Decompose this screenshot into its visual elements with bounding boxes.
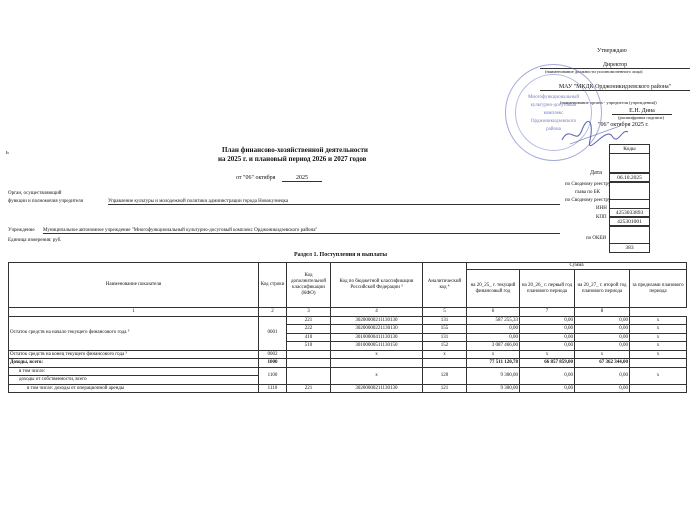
page-subtitle: на 2025 г. и плановый период 2026 и 2027 годов bbox=[218, 155, 367, 163]
cell-y4 bbox=[630, 384, 687, 393]
unit-label: Единица измерения: руб. bbox=[8, 238, 62, 243]
codes-okei: 383 bbox=[609, 243, 650, 253]
header-year-1: на 20_25_ г. текущий финансовый год bbox=[467, 270, 520, 308]
page-title: План финансово-хозяйственной деятельности bbox=[222, 146, 368, 154]
cell-y1: 3 087 466,00 bbox=[467, 342, 520, 351]
col-number: 3 bbox=[287, 308, 331, 317]
incl-text: в том числе: bbox=[19, 368, 46, 374]
table-numbers-row bbox=[9, 308, 687, 317]
cell-kbk: 30200000211130130 bbox=[331, 316, 423, 325]
cell-y3: 0,00 bbox=[575, 325, 630, 334]
cell-y1: 0,00 bbox=[467, 325, 520, 334]
col-number: 7 bbox=[520, 308, 575, 317]
cell-y1: x bbox=[467, 350, 520, 359]
seal-text-3: комплекс bbox=[543, 111, 564, 116]
cell-analytic: 121 bbox=[423, 384, 467, 393]
cell-y2: 0,00 bbox=[520, 367, 575, 384]
table-row bbox=[9, 316, 687, 325]
cell-analytic: 131 bbox=[423, 316, 467, 325]
approval-position-note: (наименование должности уполномоченного лица) bbox=[545, 69, 643, 74]
cell-code: 0002 bbox=[259, 350, 287, 359]
organ-label: Орган, осуществляющий bbox=[8, 191, 62, 196]
cell-kfo bbox=[287, 367, 331, 384]
table-row bbox=[9, 359, 687, 368]
plan-date-year: 2025 bbox=[282, 175, 322, 182]
cell-kfo: 410 bbox=[287, 333, 331, 342]
header-name: Наименование показателя bbox=[9, 263, 259, 308]
cell-y2: 0,00 bbox=[520, 316, 575, 325]
codes-reestr2-label: по Сводному реестру bbox=[565, 198, 611, 203]
col-number: 1 bbox=[9, 308, 259, 317]
approval-position: Директор bbox=[540, 62, 690, 69]
opening-balance-code: 0001 bbox=[259, 316, 287, 350]
opening-balance-label: Остаток средств на начало текущего финансового года ⁵ bbox=[9, 316, 259, 350]
codes-glava-label: глава по БК bbox=[575, 190, 600, 195]
header-analytic: Аналитический код ⁴ bbox=[423, 263, 467, 308]
approval-org: МАУ "МКДК Орджоникидзевского района" bbox=[540, 84, 690, 91]
cell-kfo: 221 bbox=[287, 316, 331, 325]
cell-analytic: 152 bbox=[423, 342, 467, 351]
cell-kfo: 222 bbox=[287, 325, 331, 334]
table-row bbox=[9, 350, 687, 359]
cell-kbk: 30200000211130130 bbox=[331, 384, 423, 393]
codes-inn: 4253033893 bbox=[609, 208, 650, 218]
codes-date: 06.10.2025 bbox=[609, 173, 650, 183]
cell-y2: 0,00 bbox=[520, 384, 575, 393]
organ-value: Управление культуры и молодежной политики администрации города Новокузнецка bbox=[108, 199, 560, 205]
cell-y3: x bbox=[575, 350, 630, 359]
col-number: 2 bbox=[259, 308, 287, 317]
page-marker: ь bbox=[6, 150, 9, 156]
cell-analytic: 131 bbox=[423, 333, 467, 342]
header-year-3: на 20_27_ г. второй год планового периода bbox=[575, 270, 630, 308]
codes-header: Коды bbox=[609, 144, 650, 154]
closing-balance-label: Остаток средств на конец текущего финансового года ⁵ bbox=[9, 350, 259, 359]
approval-date: "06" октября 2025 г. bbox=[598, 122, 649, 128]
rent-income-label: в том числе: доходы от операционной аренды bbox=[9, 384, 259, 393]
institution-value: Муниципальное автономное учреждение "Многофункциональный культурно-досуговый комплекс Орджоникидзевского района" bbox=[43, 228, 560, 234]
col-number: 6 bbox=[467, 308, 520, 317]
approval-signer: Е.Н. Дина bbox=[612, 108, 672, 115]
cell-y4: x bbox=[630, 367, 687, 384]
approval-signer-note: (расшифровка подписи) bbox=[618, 115, 664, 120]
cell-kbk: x bbox=[331, 350, 423, 359]
cell-y2: x bbox=[520, 350, 575, 359]
cell-kbk bbox=[331, 359, 423, 368]
header-kbk: Код по бюджетной классификации Российской Федерации ³ bbox=[331, 263, 423, 308]
cell-kbk: 30100000411130130 bbox=[331, 333, 423, 342]
cell-y2: 0,00 bbox=[520, 333, 575, 342]
codes-reestr1-label: по Сводному реестру bbox=[565, 182, 611, 187]
cell-y4: x bbox=[630, 342, 687, 351]
cell-analytic bbox=[423, 359, 467, 368]
col-number: 4 bbox=[331, 308, 423, 317]
cell-y3: 0,00 bbox=[575, 367, 630, 384]
cell-y1: 9 300,00 bbox=[467, 367, 520, 384]
codes-reestr1 bbox=[609, 182, 650, 200]
col-number: 8 bbox=[575, 308, 630, 317]
incl-label bbox=[9, 367, 259, 376]
approval-org-note: (наименование органа - учредителя (учреждения)) bbox=[560, 100, 657, 105]
cell-y1: 77 511 120,78 bbox=[467, 359, 520, 368]
cell-y3: 0,00 bbox=[575, 384, 630, 393]
cell-kbk: x bbox=[331, 367, 423, 384]
codes-kpp-label: КПП bbox=[596, 215, 607, 220]
cell-analytic: 120 bbox=[423, 367, 467, 384]
seal-text-1: Многофункциональный bbox=[527, 95, 580, 100]
cell-y4: x bbox=[630, 350, 687, 359]
table-row bbox=[9, 367, 687, 376]
cell-y2: 0,00 bbox=[520, 342, 575, 351]
seal-text-4: Орджоникидзевского bbox=[530, 119, 577, 124]
codes-inn-label: ИНН bbox=[596, 206, 607, 211]
cell-y3: 0,00 bbox=[575, 333, 630, 342]
codes-okei-label: по ОКЕИ bbox=[586, 236, 607, 241]
cell-y3: 0,00 bbox=[575, 316, 630, 325]
header-year-2: на 20_26_ г. первый год планового периода bbox=[520, 270, 575, 308]
cell-y4: x bbox=[630, 333, 687, 342]
header-sum: Сумма bbox=[467, 263, 687, 270]
organ-label-2: функции и полномочия учредителя bbox=[8, 199, 83, 204]
codes-date-label: Дата bbox=[590, 170, 602, 176]
cell-y1: 9 300,00 bbox=[467, 384, 520, 393]
header-kfo: Код дополнительной классификации (КФО) bbox=[287, 263, 331, 308]
section-title: Раздел 1. Поступления и выплаты bbox=[294, 252, 388, 258]
codes-spacer bbox=[609, 153, 650, 173]
plan-date-prefix: от "06" октября bbox=[236, 175, 276, 181]
cell-code: 1100 bbox=[259, 367, 287, 384]
cell-kbk: 30200000221130130 bbox=[331, 325, 423, 334]
income-expense-table bbox=[8, 262, 687, 393]
cell-kfo bbox=[287, 359, 331, 368]
codes-kpp: 425301001 bbox=[609, 217, 650, 227]
cell-kfo: 221 bbox=[287, 384, 331, 393]
cell-y2: 66 857 859,00 bbox=[520, 359, 575, 368]
approval-heading: Утверждаю bbox=[597, 48, 627, 54]
table-row bbox=[9, 384, 687, 393]
cell-analytic: x bbox=[423, 350, 467, 359]
col-number: 5 bbox=[423, 308, 467, 317]
cell-y1: 0,00 bbox=[467, 333, 520, 342]
cell-y3: 67 362 344,00 bbox=[575, 359, 630, 368]
cell-y4: x bbox=[630, 325, 687, 334]
table-header-row bbox=[9, 263, 687, 270]
seal-text-2: культурно-досуговый bbox=[530, 103, 577, 108]
cell-analytic: 155 bbox=[423, 325, 467, 334]
header-code: Код строки bbox=[259, 263, 287, 308]
codes-box bbox=[609, 145, 650, 253]
cell-y3: 0,00 bbox=[575, 342, 630, 351]
cell-kbk: 30100000511130150 bbox=[331, 342, 423, 351]
cell-code: 1110 bbox=[259, 384, 287, 393]
cell-y2: 0,00 bbox=[520, 325, 575, 334]
codes-blank bbox=[609, 226, 650, 244]
cell-kfo: 510 bbox=[287, 342, 331, 351]
header-year-4: за пределами планового периода bbox=[630, 270, 687, 308]
cell-kfo bbox=[287, 350, 331, 359]
cell-code: 1000 bbox=[259, 359, 287, 368]
seal-text-5: района bbox=[546, 127, 561, 132]
property-income-label: доходы от собственности, всего bbox=[9, 376, 259, 385]
institution-label: Учреждение bbox=[8, 228, 35, 233]
cell-y1: 587 255,33 bbox=[467, 316, 520, 325]
cell-y4: x bbox=[630, 316, 687, 325]
cell-y4 bbox=[630, 359, 687, 368]
income-total-label: Доходы, всего: bbox=[9, 359, 259, 368]
